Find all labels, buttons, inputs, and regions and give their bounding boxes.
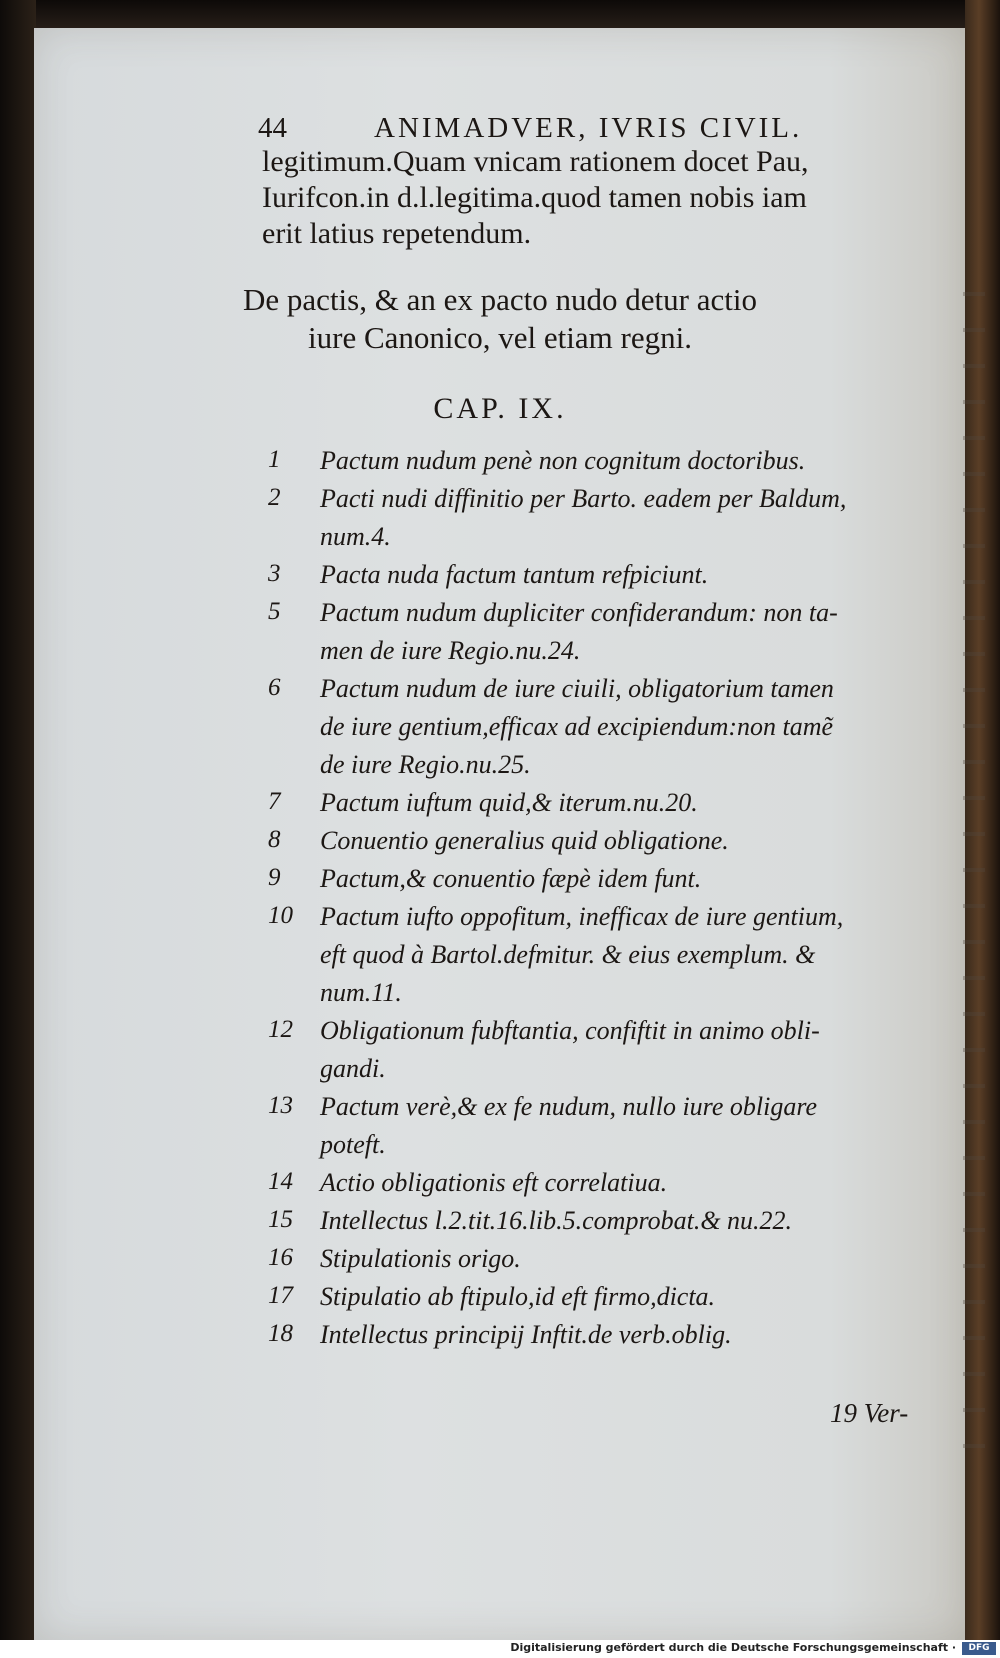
- body-line: erit latius repetendum.: [262, 217, 532, 250]
- binding-left: [0, 0, 36, 1658]
- summary-entry-number: 10: [268, 902, 293, 929]
- summary-entry-number: 1: [268, 446, 281, 473]
- summary-entry-text: gandi.: [320, 1054, 386, 1083]
- summary-entry: [0, 1168, 1000, 1197]
- summary-entry-text: Pactum nudum de iure ciuili, obligatorium tamen: [320, 674, 834, 703]
- summary-entry: [0, 446, 1000, 475]
- summary-entry: [0, 674, 1000, 779]
- summary-entry-text: Pactum verè,& ex fe nudum, nullo iure obligare: [320, 1092, 818, 1121]
- summary-entry-number: 14: [268, 1168, 293, 1195]
- summary-entry: [0, 1282, 1000, 1311]
- body-line: Iurifcon.in d.l.legitima.quod tamen nobis iam: [262, 181, 807, 214]
- dfg-logo: DFG: [962, 1642, 996, 1655]
- section-heading-text: iure Canonico, vel etiam regni.: [308, 320, 692, 355]
- summary-entry-number: 2: [268, 484, 281, 511]
- summary-entry: [0, 598, 1000, 665]
- summary-entry: [0, 788, 1000, 817]
- summary-entry: [0, 1016, 1000, 1083]
- summary-entry-number: 6: [268, 674, 281, 701]
- summary-entry-number: 15: [268, 1206, 293, 1233]
- summary-entry-text: de iure gentium,efficax ad excipiendum:non tamẽ: [320, 712, 834, 741]
- summary-entry: [0, 1244, 1000, 1273]
- summary-entry-text: poteft.: [320, 1130, 386, 1159]
- summary-entry-text: de iure Regio.nu.25.: [320, 750, 531, 779]
- section-heading-line-1: [0, 282, 1000, 318]
- body-line: legitimum.Quam vnicam rationem docet Pau,: [262, 145, 809, 178]
- summary-entry: [0, 1320, 1000, 1349]
- summary-entry-text: Conuentio generalius quid obligatione.: [320, 826, 729, 855]
- summary-entry-text: Pacti nudi diffinitio per Barto. eadem per Baldum,: [320, 484, 847, 513]
- summary-entry-number: 16: [268, 1244, 293, 1271]
- catchword: 19 Ver-: [830, 1398, 909, 1428]
- summary-entry-number: 5: [268, 598, 281, 625]
- summary-entry: [0, 902, 1000, 1007]
- summary-entry-text: Pactum nudum penè non cognitum doctoribus.: [320, 446, 806, 475]
- summary-entry-text: men de iure Regio.nu.24.: [320, 636, 581, 665]
- summary-entry-text: Obligationum fubftantia, confiftit in animo obli-: [320, 1016, 820, 1045]
- summary-entry-number: 9: [268, 864, 281, 891]
- summary-entry-text: Pactum iuftum quid,& iterum.nu.20.: [320, 788, 698, 817]
- summary-entry-number: 3: [268, 560, 281, 587]
- section-heading-text: De pactis, & an ex pacto nudo detur actio: [243, 282, 757, 317]
- adjacent-page-edge: [963, 260, 985, 1460]
- summary-entry-text: num.4.: [320, 522, 391, 551]
- summary-entry-number: 8: [268, 826, 281, 853]
- summary-entry-text: Stipulatio ab ftipulo,id eft firmo,dicta.: [320, 1282, 716, 1311]
- section-heading-line-2: [0, 320, 1000, 356]
- summary-entry-number: 13: [268, 1092, 293, 1119]
- summary-entry: [0, 1092, 1000, 1159]
- summary-entry-text: eft quod à Bartol.defmitur. & eius exemplum. &: [320, 940, 816, 969]
- summary-entry-text: Pactum iufto oppofitum, inefficax de iure gentium,: [320, 902, 844, 931]
- summary-entry: [0, 826, 1000, 855]
- summary-entry-number: 12: [268, 1016, 293, 1043]
- page-number: 44: [258, 112, 287, 144]
- summary-entry-text: Pacta nuda factum tantum refpiciunt.: [320, 560, 709, 589]
- running-title: ANIMADVER, IVRIS CIVIL.: [374, 112, 803, 144]
- summary-entry-text: Intellectus l.2.tit.16.lib.5.comprobat.& nu.22.: [320, 1206, 793, 1235]
- summary-entry: [0, 1206, 1000, 1235]
- chapter-heading: CAP. IX.: [433, 392, 567, 425]
- running-head: [258, 112, 878, 148]
- summary-entry: [0, 484, 1000, 551]
- summary-entry-text: Stipulationis origo.: [320, 1244, 521, 1273]
- summary-entry-number: 17: [268, 1282, 293, 1309]
- summary-entry-number: 18: [268, 1320, 293, 1347]
- summary-entry-text: Intellectus principij Inftit.de verb.oblig.: [320, 1320, 732, 1349]
- summary-entry-text: num.11.: [320, 978, 402, 1007]
- summary-entry-text: Pactum,& conuentio fæpè idem funt.: [320, 864, 702, 893]
- digitization-credit: Digitalisierung gefördert durch die Deutsche Forschungsgemeinschaft ·: [510, 1641, 956, 1654]
- summary-entry: [0, 864, 1000, 893]
- summary-entry-number: 7: [268, 788, 281, 815]
- summary-entry-text: Pactum nudum dupliciter confiderandum: non ta-: [320, 598, 838, 627]
- summary-entry-text: Actio obligationis eft correlatiua.: [320, 1168, 668, 1197]
- summary-entry: [0, 560, 1000, 589]
